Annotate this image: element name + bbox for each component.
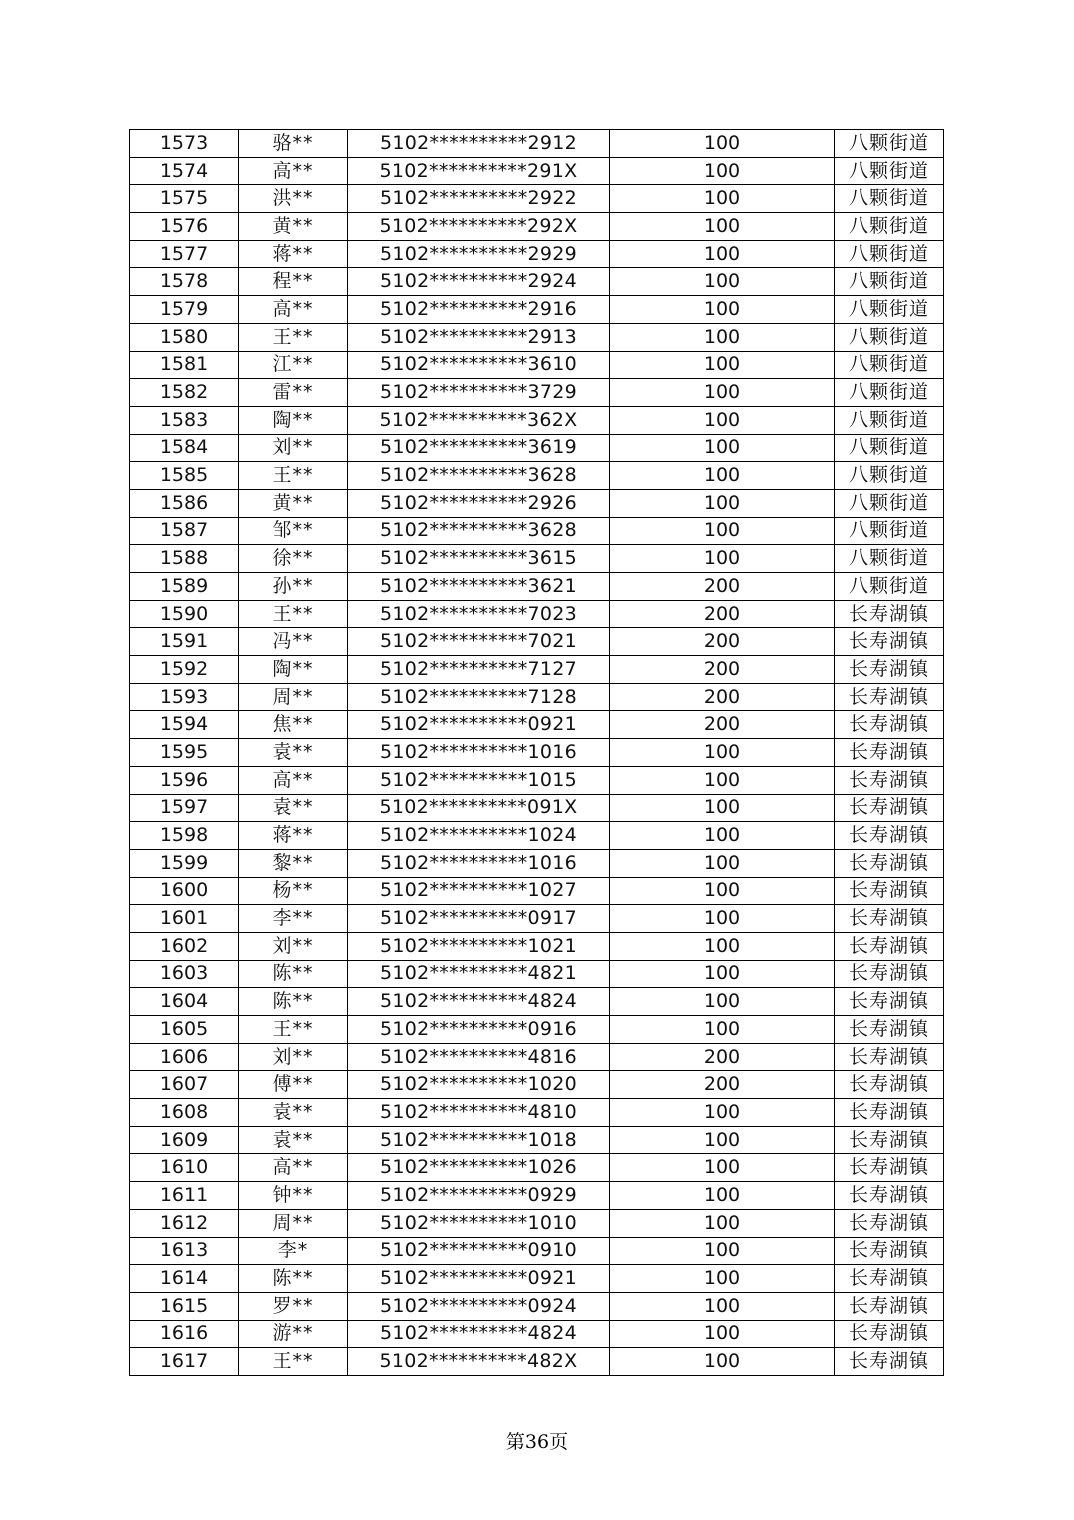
amount-cell: 100 [610, 157, 835, 185]
id-number-cell: 5102**********291X [348, 157, 610, 185]
serial-number-cell: 1602 [130, 932, 239, 960]
serial-number-cell: 1605 [130, 1016, 239, 1044]
serial-number-cell: 1616 [130, 1320, 239, 1348]
id-number-cell: 5102**********2924 [348, 268, 610, 296]
amount-cell: 100 [610, 434, 835, 462]
serial-number-cell: 1608 [130, 1099, 239, 1127]
id-number-cell: 5102**********4824 [348, 1320, 610, 1348]
serial-number-cell: 1591 [130, 628, 239, 656]
name-cell: 王** [239, 323, 348, 351]
id-number-cell: 5102**********1016 [348, 739, 610, 767]
township-cell: 长寿湖镇 [835, 794, 944, 822]
id-number-cell: 5102**********1024 [348, 822, 610, 850]
amount-cell: 100 [610, 1154, 835, 1182]
serial-number-cell: 1601 [130, 905, 239, 933]
serial-number-cell: 1581 [130, 351, 239, 379]
township-cell: 长寿湖镇 [835, 932, 944, 960]
township-cell: 长寿湖镇 [835, 628, 944, 656]
serial-number-cell: 1600 [130, 877, 239, 905]
table-row [130, 960, 944, 988]
amount-cell: 100 [610, 988, 835, 1016]
table-row [130, 822, 944, 850]
id-number-cell: 5102**********0921 [348, 1265, 610, 1293]
serial-number-cell: 1583 [130, 406, 239, 434]
table-row [130, 185, 944, 213]
table-row [130, 711, 944, 739]
township-cell: 八颗街道 [835, 573, 944, 601]
amount-cell: 100 [610, 323, 835, 351]
amount-cell: 100 [610, 379, 835, 407]
table-row [130, 849, 944, 877]
id-number-cell: 5102**********4810 [348, 1099, 610, 1127]
table-row [130, 462, 944, 490]
page-number: 第36页 [505, 1431, 569, 1453]
serial-number-cell: 1585 [130, 462, 239, 490]
serial-number-cell: 1593 [130, 683, 239, 711]
amount-cell: 100 [610, 296, 835, 324]
township-cell: 八颗街道 [835, 517, 944, 545]
id-number-cell: 5102**********4824 [348, 988, 610, 1016]
table-row [130, 130, 944, 158]
table-row [130, 434, 944, 462]
amount-cell: 100 [610, 1320, 835, 1348]
amount-cell: 100 [610, 462, 835, 490]
township-cell: 八颗街道 [835, 462, 944, 490]
name-cell: 傅** [239, 1071, 348, 1099]
id-number-cell: 5102**********0929 [348, 1182, 610, 1210]
table-row [130, 240, 944, 268]
amount-cell: 100 [610, 406, 835, 434]
id-number-cell: 5102**********1020 [348, 1071, 610, 1099]
name-cell: 陶** [239, 406, 348, 434]
township-cell: 长寿湖镇 [835, 1154, 944, 1182]
serial-number-cell: 1615 [130, 1292, 239, 1320]
amount-cell: 100 [610, 545, 835, 573]
table-row [130, 1237, 944, 1265]
serial-number-cell: 1589 [130, 573, 239, 601]
id-number-cell: 5102**********1018 [348, 1126, 610, 1154]
table-row [130, 296, 944, 324]
table-row [130, 1071, 944, 1099]
township-cell: 八颗街道 [835, 351, 944, 379]
township-cell: 长寿湖镇 [835, 960, 944, 988]
table-row [130, 157, 944, 185]
amount-cell: 100 [610, 185, 835, 213]
amount-cell: 100 [610, 905, 835, 933]
table-row [130, 1099, 944, 1127]
amount-cell: 200 [610, 683, 835, 711]
township-cell: 八颗街道 [835, 545, 944, 573]
name-cell: 陈** [239, 988, 348, 1016]
serial-number-cell: 1610 [130, 1154, 239, 1182]
id-number-cell: 5102**********3729 [348, 379, 610, 407]
table-row [130, 905, 944, 933]
amount-cell: 100 [610, 1099, 835, 1127]
amount-cell: 100 [610, 1348, 835, 1376]
township-cell: 八颗街道 [835, 406, 944, 434]
township-cell: 八颗街道 [835, 213, 944, 241]
table-row [130, 517, 944, 545]
township-cell: 八颗街道 [835, 296, 944, 324]
amount-cell: 100 [610, 1265, 835, 1293]
township-cell: 八颗街道 [835, 379, 944, 407]
amount-cell: 200 [610, 628, 835, 656]
serial-number-cell: 1580 [130, 323, 239, 351]
amount-cell: 100 [610, 517, 835, 545]
id-number-cell: 5102**********7128 [348, 683, 610, 711]
township-cell: 长寿湖镇 [835, 1016, 944, 1044]
table-row [130, 877, 944, 905]
name-cell: 雷** [239, 379, 348, 407]
name-cell: 王** [239, 462, 348, 490]
township-cell: 八颗街道 [835, 185, 944, 213]
id-number-cell: 5102**********1016 [348, 849, 610, 877]
id-number-cell: 5102**********2912 [348, 130, 610, 158]
table-row [130, 573, 944, 601]
amount-cell: 100 [610, 822, 835, 850]
name-cell: 焦** [239, 711, 348, 739]
township-cell: 长寿湖镇 [835, 711, 944, 739]
township-cell: 八颗街道 [835, 434, 944, 462]
amount-cell: 100 [610, 1126, 835, 1154]
id-number-cell: 5102**********7023 [348, 600, 610, 628]
table-row [130, 1154, 944, 1182]
name-cell: 江** [239, 351, 348, 379]
roster-table [129, 129, 944, 1376]
id-number-cell: 5102**********0921 [348, 711, 610, 739]
serial-number-cell: 1590 [130, 600, 239, 628]
serial-number-cell: 1597 [130, 794, 239, 822]
amount-cell: 100 [610, 849, 835, 877]
id-number-cell: 5102**********0916 [348, 1016, 610, 1044]
id-number-cell: 5102**********1010 [348, 1209, 610, 1237]
township-cell: 八颗街道 [835, 157, 944, 185]
township-cell: 长寿湖镇 [835, 656, 944, 684]
amount-cell: 100 [610, 351, 835, 379]
id-number-cell: 5102**********4816 [348, 1043, 610, 1071]
name-cell: 孙** [239, 573, 348, 601]
amount-cell: 100 [610, 213, 835, 241]
table-row [130, 656, 944, 684]
township-cell: 长寿湖镇 [835, 1126, 944, 1154]
name-cell: 王** [239, 1348, 348, 1376]
name-cell: 袁** [239, 794, 348, 822]
table-row [130, 600, 944, 628]
serial-number-cell: 1594 [130, 711, 239, 739]
table-row [130, 406, 944, 434]
id-number-cell: 5102**********3619 [348, 434, 610, 462]
name-cell: 刘** [239, 932, 348, 960]
township-cell: 长寿湖镇 [835, 1237, 944, 1265]
township-cell: 八颗街道 [835, 240, 944, 268]
amount-cell: 200 [610, 573, 835, 601]
name-cell: 周** [239, 1209, 348, 1237]
serial-number-cell: 1574 [130, 157, 239, 185]
serial-number-cell: 1611 [130, 1182, 239, 1210]
serial-number-cell: 1584 [130, 434, 239, 462]
name-cell: 钟** [239, 1182, 348, 1210]
roster-table-body [130, 130, 944, 1376]
amount-cell: 200 [610, 600, 835, 628]
id-number-cell: 5102**********0910 [348, 1237, 610, 1265]
id-number-cell: 5102**********2916 [348, 296, 610, 324]
name-cell: 杨** [239, 877, 348, 905]
id-number-cell: 5102**********3628 [348, 517, 610, 545]
serial-number-cell: 1599 [130, 849, 239, 877]
table-row [130, 1016, 944, 1044]
serial-number-cell: 1604 [130, 988, 239, 1016]
name-cell: 程** [239, 268, 348, 296]
name-cell: 高** [239, 1154, 348, 1182]
township-cell: 长寿湖镇 [835, 1209, 944, 1237]
amount-cell: 200 [610, 1071, 835, 1099]
name-cell: 袁** [239, 1099, 348, 1127]
table-row [130, 545, 944, 573]
name-cell: 高** [239, 766, 348, 794]
name-cell: 游** [239, 1320, 348, 1348]
table-row [130, 379, 944, 407]
amount-cell: 100 [610, 1016, 835, 1044]
name-cell: 李* [239, 1237, 348, 1265]
serial-number-cell: 1606 [130, 1043, 239, 1071]
amount-cell: 200 [610, 1043, 835, 1071]
serial-number-cell: 1588 [130, 545, 239, 573]
table-row [130, 489, 944, 517]
township-cell: 长寿湖镇 [835, 600, 944, 628]
table-row [130, 683, 944, 711]
name-cell: 洪** [239, 185, 348, 213]
table-row [130, 1320, 944, 1348]
serial-number-cell: 1607 [130, 1071, 239, 1099]
township-cell: 长寿湖镇 [835, 988, 944, 1016]
id-number-cell: 5102**********7127 [348, 656, 610, 684]
id-number-cell: 5102**********482X [348, 1348, 610, 1376]
amount-cell: 100 [610, 268, 835, 296]
township-cell: 八颗街道 [835, 489, 944, 517]
table-row [130, 1292, 944, 1320]
serial-number-cell: 1595 [130, 739, 239, 767]
township-cell: 长寿湖镇 [835, 877, 944, 905]
table-row [130, 1043, 944, 1071]
id-number-cell: 5102**********1026 [348, 1154, 610, 1182]
township-cell: 长寿湖镇 [835, 905, 944, 933]
serial-number-cell: 1598 [130, 822, 239, 850]
serial-number-cell: 1612 [130, 1209, 239, 1237]
id-number-cell: 5102**********0917 [348, 905, 610, 933]
name-cell: 徐** [239, 545, 348, 573]
township-cell: 长寿湖镇 [835, 766, 944, 794]
serial-number-cell: 1578 [130, 268, 239, 296]
name-cell: 邹** [239, 517, 348, 545]
township-cell: 长寿湖镇 [835, 739, 944, 767]
township-cell: 长寿湖镇 [835, 1265, 944, 1293]
table-row [130, 932, 944, 960]
name-cell: 刘** [239, 1043, 348, 1071]
table-row [130, 988, 944, 1016]
township-cell: 八颗街道 [835, 323, 944, 351]
serial-number-cell: 1576 [130, 213, 239, 241]
id-number-cell: 5102**********1027 [348, 877, 610, 905]
township-cell: 长寿湖镇 [835, 1348, 944, 1376]
id-number-cell: 5102**********3621 [348, 573, 610, 601]
name-cell: 陶** [239, 656, 348, 684]
table-row [130, 1182, 944, 1210]
id-number-cell: 5102**********0924 [348, 1292, 610, 1320]
id-number-cell: 5102**********091X [348, 794, 610, 822]
serial-number-cell: 1613 [130, 1237, 239, 1265]
name-cell: 黄** [239, 489, 348, 517]
id-number-cell: 5102**********2929 [348, 240, 610, 268]
name-cell: 黄** [239, 213, 348, 241]
name-cell: 陈** [239, 960, 348, 988]
township-cell: 长寿湖镇 [835, 1099, 944, 1127]
serial-number-cell: 1587 [130, 517, 239, 545]
table-row [130, 323, 944, 351]
name-cell: 冯** [239, 628, 348, 656]
table-row [130, 268, 944, 296]
amount-cell: 200 [610, 711, 835, 739]
township-cell: 长寿湖镇 [835, 1071, 944, 1099]
id-number-cell: 5102**********362X [348, 406, 610, 434]
amount-cell: 100 [610, 766, 835, 794]
name-cell: 袁** [239, 1126, 348, 1154]
table-row [130, 766, 944, 794]
serial-number-cell: 1586 [130, 489, 239, 517]
amount-cell: 100 [610, 240, 835, 268]
table-row [130, 794, 944, 822]
amount-cell: 100 [610, 1209, 835, 1237]
amount-cell: 100 [610, 960, 835, 988]
amount-cell: 100 [610, 932, 835, 960]
amount-cell: 100 [610, 1292, 835, 1320]
table-row [130, 1348, 944, 1376]
table-row [130, 1126, 944, 1154]
serial-number-cell: 1579 [130, 296, 239, 324]
name-cell: 高** [239, 296, 348, 324]
id-number-cell: 5102**********4821 [348, 960, 610, 988]
township-cell: 八颗街道 [835, 268, 944, 296]
id-number-cell: 5102**********2926 [348, 489, 610, 517]
roster-sheet [129, 129, 944, 1376]
name-cell: 罗** [239, 1292, 348, 1320]
township-cell: 八颗街道 [835, 130, 944, 158]
amount-cell: 200 [610, 656, 835, 684]
table-row [130, 1209, 944, 1237]
name-cell: 周** [239, 683, 348, 711]
serial-number-cell: 1609 [130, 1126, 239, 1154]
table-row [130, 1265, 944, 1293]
id-number-cell: 5102**********292X [348, 213, 610, 241]
serial-number-cell: 1603 [130, 960, 239, 988]
id-number-cell: 5102**********3610 [348, 351, 610, 379]
serial-number-cell: 1596 [130, 766, 239, 794]
name-cell: 高** [239, 157, 348, 185]
amount-cell: 100 [610, 794, 835, 822]
id-number-cell: 5102**********7021 [348, 628, 610, 656]
id-number-cell: 5102**********2922 [348, 185, 610, 213]
serial-number-cell: 1614 [130, 1265, 239, 1293]
name-cell: 黎** [239, 849, 348, 877]
serial-number-cell: 1592 [130, 656, 239, 684]
id-number-cell: 5102**********1021 [348, 932, 610, 960]
name-cell: 李** [239, 905, 348, 933]
id-number-cell: 5102**********3628 [348, 462, 610, 490]
township-cell: 长寿湖镇 [835, 1043, 944, 1071]
township-cell: 长寿湖镇 [835, 1292, 944, 1320]
table-row [130, 628, 944, 656]
township-cell: 长寿湖镇 [835, 1320, 944, 1348]
name-cell: 刘** [239, 434, 348, 462]
serial-number-cell: 1575 [130, 185, 239, 213]
id-number-cell: 5102**********1015 [348, 766, 610, 794]
name-cell: 陈** [239, 1265, 348, 1293]
name-cell: 蒋** [239, 822, 348, 850]
id-number-cell: 5102**********2913 [348, 323, 610, 351]
township-cell: 长寿湖镇 [835, 1182, 944, 1210]
amount-cell: 100 [610, 1182, 835, 1210]
township-cell: 长寿湖镇 [835, 822, 944, 850]
serial-number-cell: 1573 [130, 130, 239, 158]
amount-cell: 100 [610, 489, 835, 517]
serial-number-cell: 1582 [130, 379, 239, 407]
name-cell: 蒋** [239, 240, 348, 268]
serial-number-cell: 1617 [130, 1348, 239, 1376]
table-row [130, 351, 944, 379]
serial-number-cell: 1577 [130, 240, 239, 268]
table-row [130, 739, 944, 767]
amount-cell: 100 [610, 130, 835, 158]
table-row [130, 213, 944, 241]
amount-cell: 100 [610, 739, 835, 767]
name-cell: 骆** [239, 130, 348, 158]
id-number-cell: 5102**********3615 [348, 545, 610, 573]
name-cell: 王** [239, 600, 348, 628]
name-cell: 王** [239, 1016, 348, 1044]
name-cell: 袁** [239, 739, 348, 767]
amount-cell: 100 [610, 877, 835, 905]
amount-cell: 100 [610, 1237, 835, 1265]
township-cell: 长寿湖镇 [835, 683, 944, 711]
township-cell: 长寿湖镇 [835, 849, 944, 877]
